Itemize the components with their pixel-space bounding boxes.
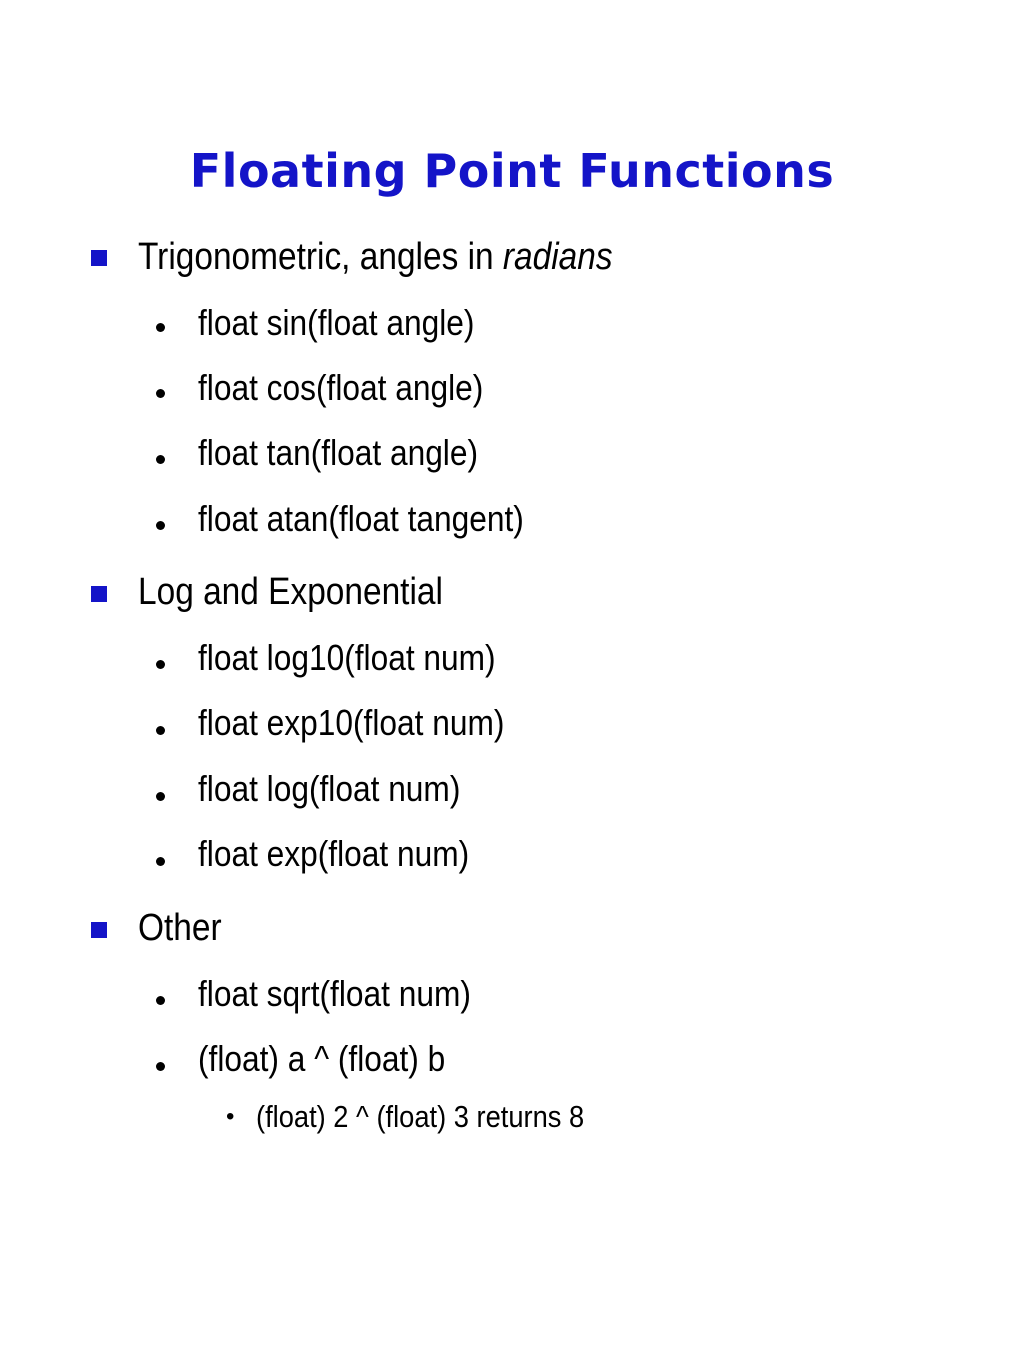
section-heading-emphasis: radians: [502, 236, 613, 278]
list-item-text: float sqrt(float num): [198, 973, 471, 1014]
square-bullet-icon: [91, 586, 107, 602]
square-bullet-icon: [91, 922, 107, 938]
dot-bullet-icon: [156, 660, 165, 669]
sub-list-item: [256, 1098, 629, 1136]
dot-bullet-icon: [156, 996, 165, 1005]
page-title: Floating Point Functions: [189, 144, 835, 198]
dot-bullet-icon: [156, 1062, 165, 1071]
list-item: [198, 832, 506, 876]
square-bullet-icon: [91, 250, 107, 266]
dot-bullet-icon: [156, 521, 165, 530]
section-heading-log-exp: [138, 570, 485, 614]
dot-bullet-icon: [156, 726, 165, 735]
list-item: [198, 636, 536, 680]
list-item: [198, 366, 522, 410]
list-item-text: float log10(float num): [198, 637, 496, 678]
sub-list-item-text: (float) 2 ^ (float) 3 returns 8: [256, 1099, 585, 1134]
dot-bullet-icon: [156, 323, 165, 332]
list-item-text: float sin(float angle): [198, 302, 475, 343]
list-item-text: float atan(float tangent): [198, 498, 524, 539]
list-item: [198, 701, 546, 745]
dot-bullet-icon: [156, 857, 165, 866]
list-item: [198, 767, 496, 811]
list-item-text: float log(float num): [198, 768, 461, 809]
list-item: [198, 301, 512, 345]
section-heading-trigonometric: [138, 235, 677, 279]
small-dot-bullet-icon: •: [226, 1103, 235, 1130]
dot-bullet-icon: [156, 389, 165, 398]
list-item: [198, 1037, 479, 1081]
dot-bullet-icon: [156, 455, 165, 464]
list-item-text: (float) a ^ (float) b: [198, 1038, 446, 1079]
list-item-text: float cos(float angle): [198, 367, 484, 408]
section-heading-text: Other: [138, 907, 222, 949]
list-item: [198, 972, 508, 1016]
dot-bullet-icon: [156, 792, 165, 801]
section-heading-other: [138, 906, 233, 950]
list-item-text: float exp(float num): [198, 833, 470, 874]
section-heading-text: Log and Exponential: [138, 571, 443, 613]
list-item-text: float tan(float angle): [198, 432, 479, 473]
list-item: [198, 431, 516, 475]
list-item-text: float exp10(float num): [198, 702, 505, 743]
list-item: [198, 497, 568, 541]
section-heading-text: Trigonometric, angles in: [138, 236, 503, 278]
